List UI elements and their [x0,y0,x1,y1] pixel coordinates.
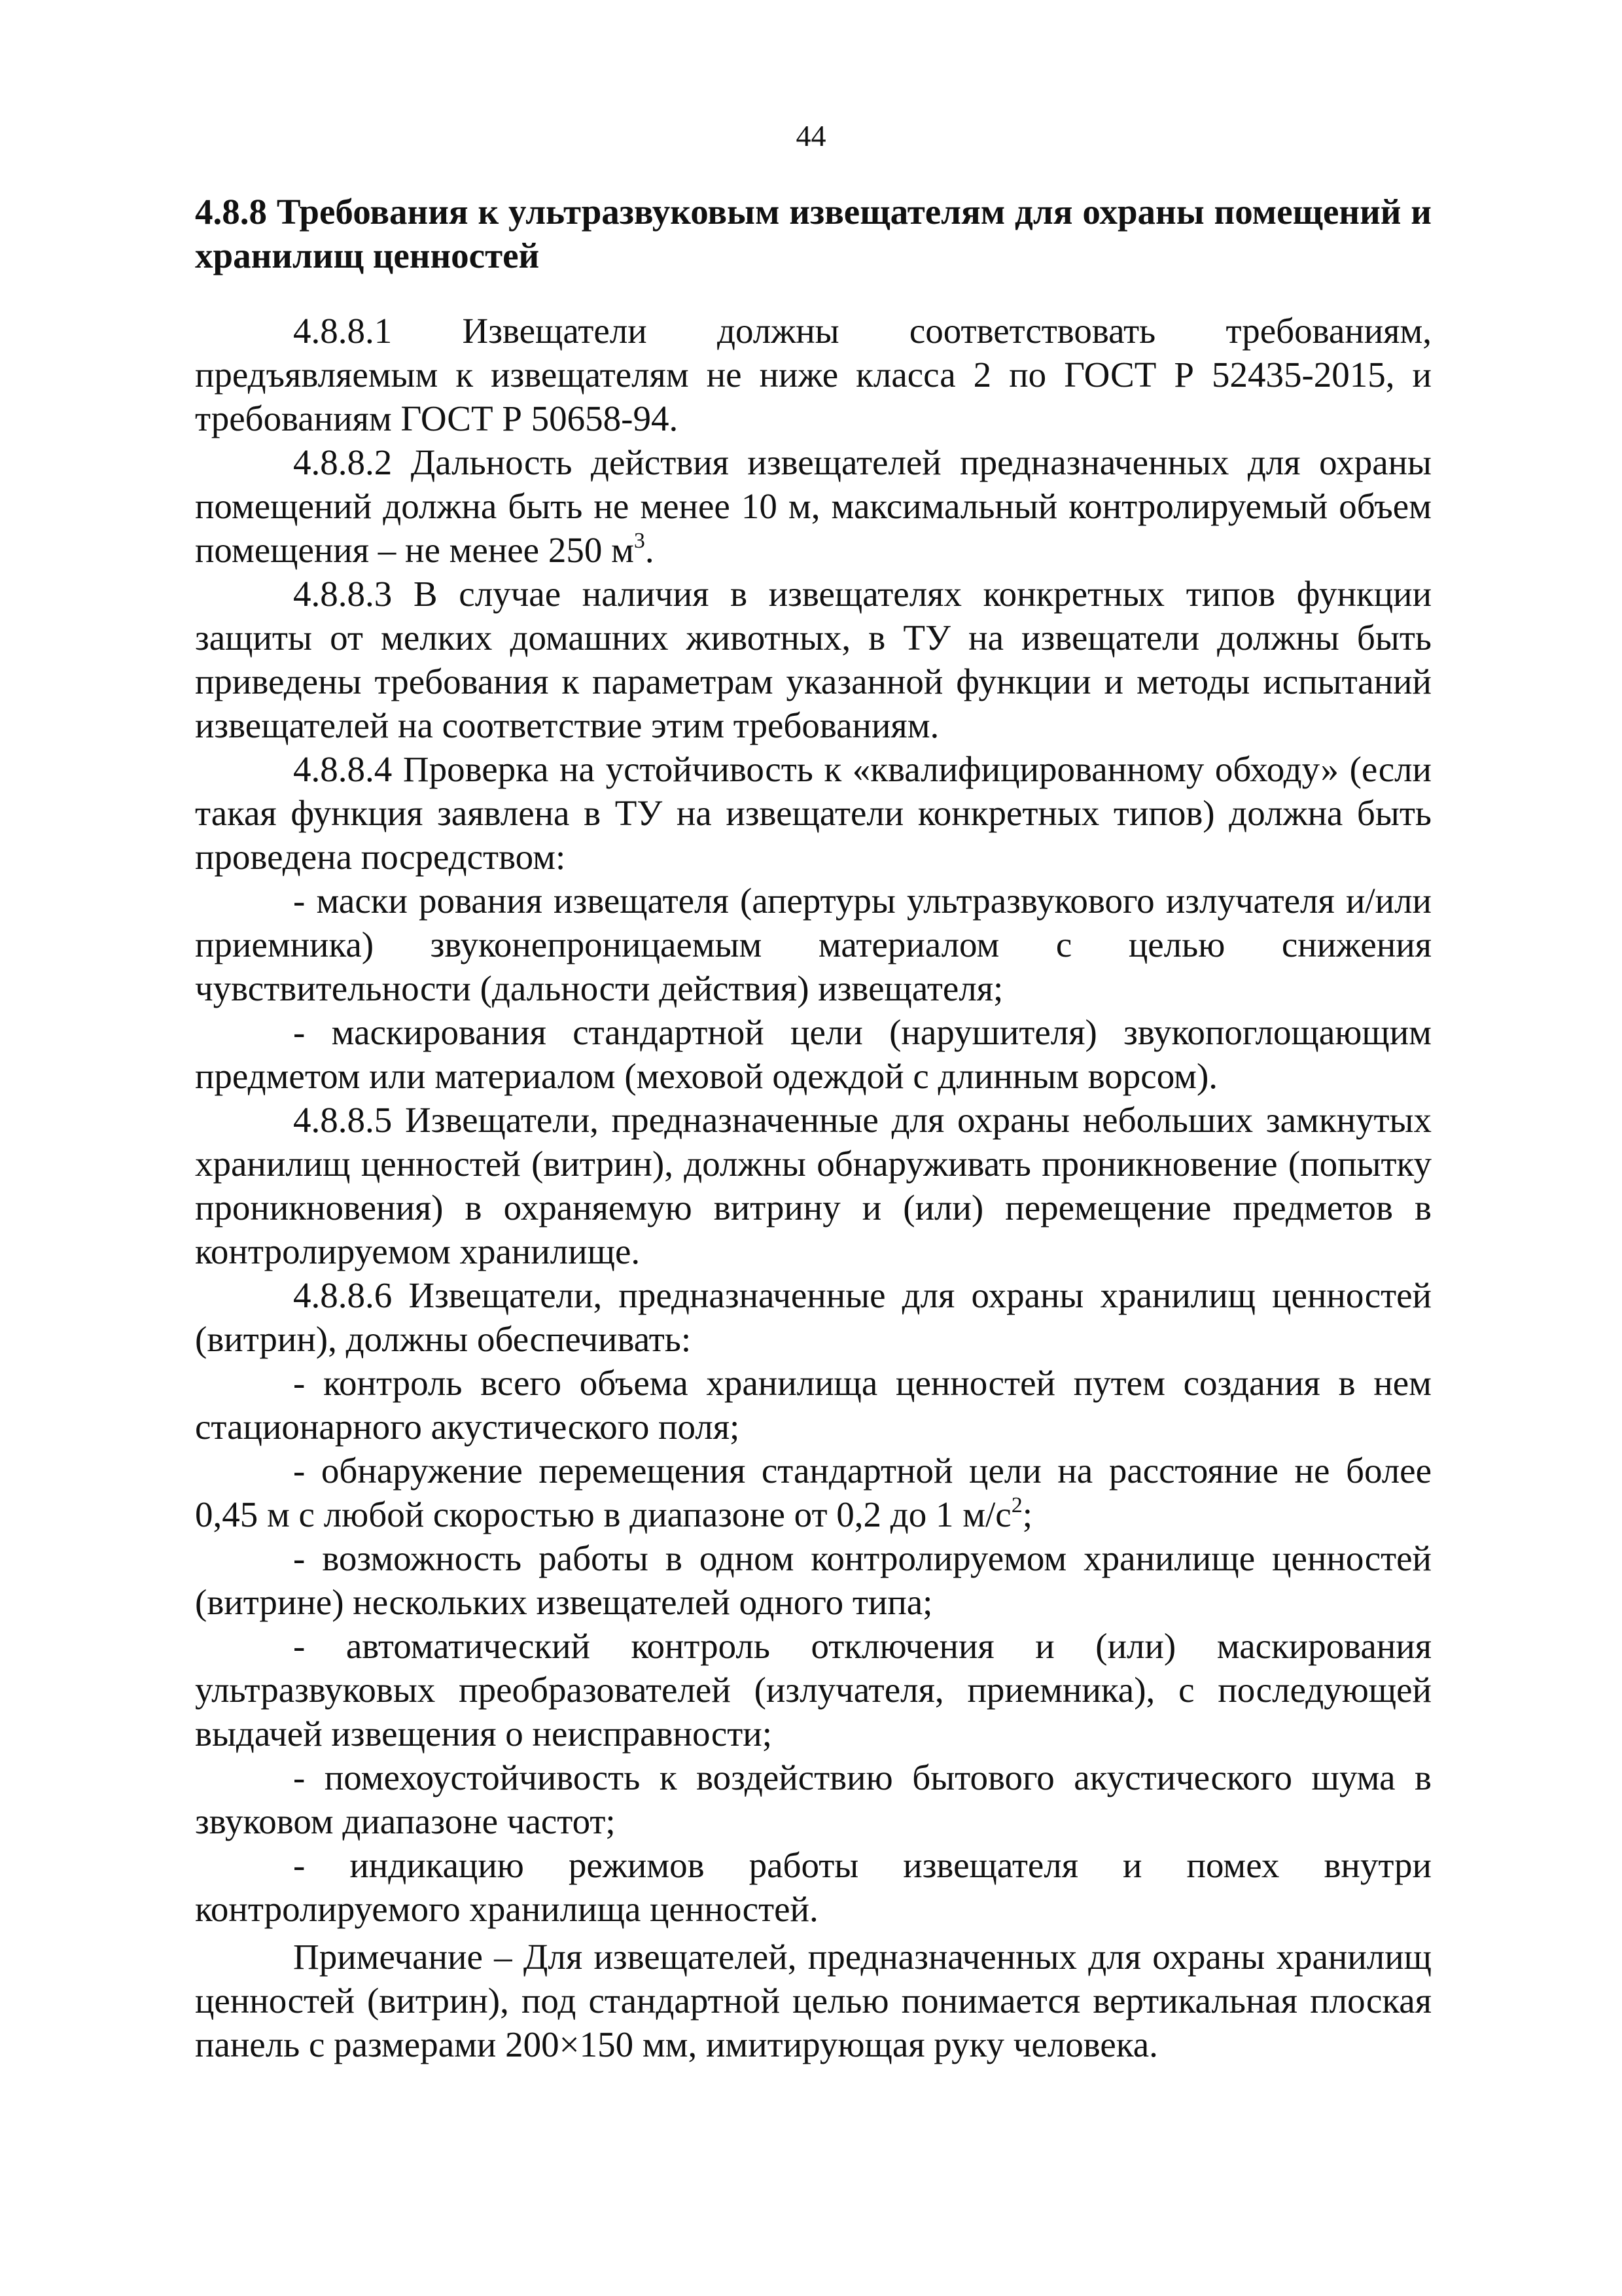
list-item-motion-detection [195,1449,1432,1536]
note-paragraph: Примечание – Для извещателей, предназначенных для охраны хранилищ ценностей (витрин), под стандартной целью понимается вертикальная плоская панель с размерами 200×150 мм, имитирующая руку человека. [195,1937,1432,2064]
list-item-indication: - индикацию режимов работы извещателя и помех внутри контролируемого хранилища ценностей. [195,1845,1432,1929]
paragraph-4-8-8-2-end: . [644,530,654,570]
paragraph-4-8-8-1: 4.8.8.1 Извещатели должны соответствовать требованиям, предъявляемым к извещателям не ниже класса 2 по ГОСТ Р 52435-2015, и требованиям ГОСТ Р 50658-94. [195,311,1432,438]
list-item-masking-detector: - маски рования извещателя (апертуры ультразвукового излучателя и/или приемника) звуконепроницаемым материалом с целью снижения чувствительности (дальности действия) извещателя; [195,881,1432,1008]
list-item-volume-control: - контроль всего объема хранилища ценностей путем создания в нем стационарного акустического поля; [195,1363,1432,1447]
paragraph-4-8-8-5: 4.8.8.5 Извещатели, предназначенные для охраны небольших замкнутых хранилищ ценностей (витрин), должны обнаруживать проникновение (попытку проникновения) в охраняемую витрину и (или) перемещение предметов в контролируемом хранилище. [195,1100,1432,1271]
list-item-masking-target: - маскирования стандартной цели (нарушителя) звукопоглощающим предметом или материалом (меховой одеждой с длинным ворсом). [195,1012,1432,1096]
list-item-motion-detection-end: ; [1022,1494,1032,1534]
superscript-cubic: 3 [633,529,645,553]
list-item-motion-detection-text: - обнаружение перемещения стандартной цели на расстояние не более 0,45 м с любой скоростью в диапазоне от 0,2 до 1 м/с [195,1451,1432,1534]
paragraph-4-8-8-6: 4.8.8.6 Извещатели, предназначенные для охраны хранилищ ценностей (витрин), должны обеспечивать: [195,1275,1432,1359]
paragraph-4-8-8-3: 4.8.8.3 В случае наличия в извещателях конкретных типов функции защиты от мелких домашних животных, в ТУ на извещатели должны быть приведены требования к параметрам указанной функции и методы испытаний извещателей на соответствие этим требованиям. [195,574,1432,745]
page-number: 44 [796,119,826,152]
section-heading: 4.8.8 Требования к ультразвуковым извещателям для охраны помещений и хранилищ ценностей [195,192,1432,275]
list-item-auto-control: - автоматический контроль отключения и (или) маскирования ультразвуковых преобразователей (излучателя, приемника), с последующей выдачей извещения о неисправности; [195,1626,1432,1754]
paragraph-4-8-8-4: 4.8.8.4 Проверка на устойчивость к «квалифицированному обходу» (если такая функция заявлена в ТУ на извещатели конкретных типов) должна быть проведена посредством: [195,749,1432,877]
superscript-squared: 2 [1011,1493,1023,1517]
list-item-noise-immunity: - помехоустойчивость к воздействию бытового акустического шума в звуковом диапазоне частот; [195,1757,1432,1841]
paragraph-4-8-8-2-text: 4.8.8.2 Дальность действия извещателей предназначенных для охраны помещений должна быть не менее 10 м, максимальный контролируемый объем помещения – не менее 250 м [195,442,1432,570]
document-body [195,190,1432,2066]
paragraph-4-8-8-2 [195,440,1432,572]
list-item-multiple-detectors: - возможность работы в одном контролируемом хранилище ценностей (витрине) нескольких извещателей одного типа; [195,1538,1432,1622]
